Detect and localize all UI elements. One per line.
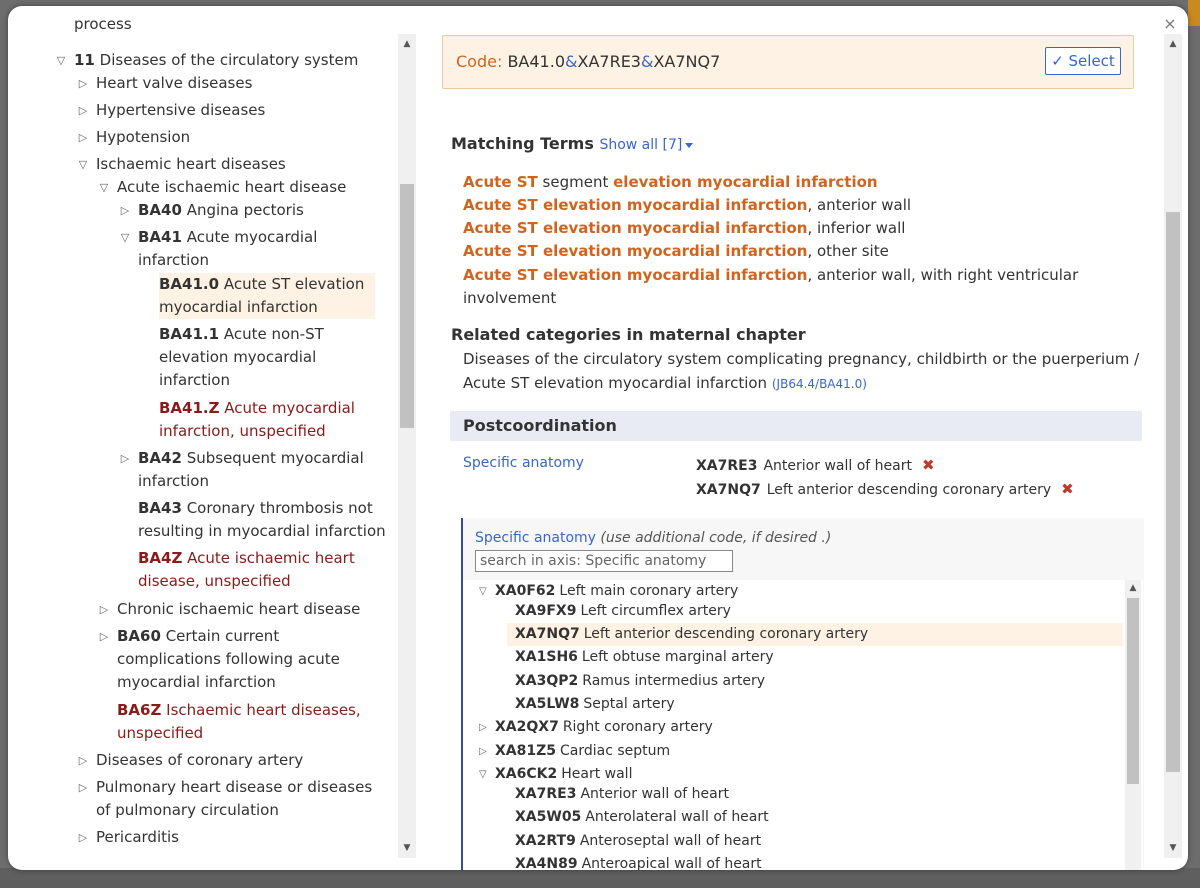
tree-item[interactable]: ▷ Heart valve diseases bbox=[96, 72, 252, 95]
matching-term: Acute ST elevation myocardial infarction, anterior wall, with right ventricular involvement bbox=[463, 266, 1079, 307]
related-line: Diseases of the circulatory system complicating pregnancy, childbirth or the puerperium / bbox=[463, 350, 1140, 368]
tree-item[interactable]: ▷ BA60 Certain current complications following acute myocardial infarction bbox=[117, 625, 340, 694]
matching-term: Acute ST elevation myocardial infarction, other site bbox=[463, 242, 889, 260]
matching-term: Acute ST elevation myocardial infarction, inferior wall bbox=[463, 219, 906, 237]
selected-value: XA7NQ7 Left anterior descending coronary artery ✖ bbox=[696, 480, 1074, 498]
axis-panel bbox=[461, 518, 1144, 870]
triangle-right-icon[interactable]: ▷ bbox=[479, 746, 487, 757]
tree-item-selected[interactable]: BA41.0 Acute ST elevation myocardial infarction bbox=[159, 273, 375, 319]
tree-item-residual[interactable]: BA4Z Acute ischaemic heart disease, unspecified bbox=[138, 549, 355, 590]
related-line: Acute ST elevation myocardial infarction (JB64.4/BA41.0) bbox=[463, 374, 867, 392]
remove-icon[interactable]: ✖ bbox=[1061, 480, 1074, 498]
scroll-down-icon[interactable]: ▼ bbox=[403, 843, 411, 853]
background-window-edge bbox=[1188, 0, 1200, 26]
triangle-right-icon[interactable]: ▷ bbox=[78, 754, 88, 767]
triangle-right-icon[interactable]: ▷ bbox=[78, 131, 88, 144]
axis-item[interactable]: XA5LW8 Septal artery bbox=[515, 696, 675, 712]
scroll-up-icon[interactable]: ▲ bbox=[1169, 39, 1177, 49]
tree-item-cut: process bbox=[74, 20, 132, 33]
tree-item[interactable]: ▽ Ischaemic heart diseases bbox=[96, 153, 286, 176]
postcoordination-header: Postcoordination bbox=[450, 411, 1142, 441]
triangle-down-icon[interactable]: ▽ bbox=[479, 769, 487, 780]
related-code-link[interactable]: (JB64.4/BA41.0) bbox=[771, 377, 867, 391]
tree-item[interactable]: ▷ BA42 Subsequent myocardial infarction bbox=[138, 447, 364, 493]
classification-tree bbox=[8, 6, 420, 870]
axis-item[interactable]: XA5W05 Anterolateral wall of heart bbox=[515, 809, 769, 825]
tree-item[interactable]: ▽ BA41 Acute myocardial infarction bbox=[138, 226, 317, 272]
triangle-right-icon[interactable]: ▷ bbox=[78, 781, 88, 794]
triangle-right-icon[interactable]: ▷ bbox=[78, 77, 88, 90]
specific-anatomy-label[interactable]: Specific anatomy bbox=[463, 455, 584, 471]
axis-item[interactable]: ▽ XA0F62 Left main coronary artery bbox=[495, 580, 738, 603]
triangle-right-icon[interactable]: ▷ bbox=[120, 204, 130, 217]
tree-item-residual[interactable]: BA41.Z Acute myocardial infarction, unspecified bbox=[159, 399, 355, 440]
remove-icon[interactable]: ✖ bbox=[921, 456, 935, 474]
triangle-right-icon[interactable]: ▷ bbox=[99, 603, 109, 616]
tree-item[interactable]: ▷ Pericarditis bbox=[96, 826, 179, 849]
axis-scrollbar[interactable] bbox=[1125, 580, 1141, 870]
backdrop bbox=[0, 868, 1200, 888]
tree-item[interactable]: ▷ BA40 Angina pectoris bbox=[138, 199, 304, 222]
code-box bbox=[442, 35, 1134, 89]
scroll-up-icon[interactable]: ▲ bbox=[403, 39, 411, 49]
coding-dialog bbox=[8, 6, 1188, 870]
scroll-up-icon[interactable]: ▲ bbox=[1129, 583, 1137, 593]
code-string: Code: BA41.0&XA7RE3&XA7NQ7 bbox=[456, 52, 721, 71]
tree-item[interactable]: ▷ Pulmonary heart disease or diseases of pulmonary circulation bbox=[96, 776, 372, 822]
close-icon[interactable]: × bbox=[1163, 14, 1177, 33]
detail-scrollbar[interactable] bbox=[1164, 34, 1182, 858]
triangle-down-icon[interactable]: ▽ bbox=[479, 586, 487, 597]
tree-item[interactable]: ▷ Hypotension bbox=[96, 126, 190, 149]
tree-item-chapter[interactable]: ▽ 11 Diseases of the circulatory system bbox=[74, 49, 358, 72]
matching-term: Acute ST elevation myocardial infarction, anterior wall bbox=[463, 196, 912, 214]
triangle-right-icon[interactable]: ▷ bbox=[99, 630, 109, 643]
select-button[interactable]: ✓ Select bbox=[1045, 47, 1121, 75]
triangle-down-icon[interactable]: ▽ bbox=[78, 158, 88, 171]
axis-item[interactable]: ▷ XA81Z5 Cardiac septum bbox=[495, 740, 670, 763]
show-all-link[interactable]: Show all [7] bbox=[599, 137, 693, 153]
triangle-down-icon[interactable]: ▽ bbox=[56, 54, 66, 67]
scroll-down-icon[interactable]: ▼ bbox=[1169, 843, 1177, 853]
axis-item[interactable]: XA9FX9 Left circumflex artery bbox=[515, 603, 731, 619]
tree-item[interactable]: BA43 Coronary thrombosis not resulting in myocardial infarction bbox=[138, 499, 386, 540]
tree-item[interactable]: ▽ Acute ischaemic heart disease bbox=[117, 176, 346, 199]
axis-search-input[interactable] bbox=[475, 550, 733, 572]
selected-value: XA7RE3 Anterior wall of heart ✖ bbox=[696, 456, 935, 474]
tree-item[interactable]: ▷ Hypertensive diseases bbox=[96, 99, 265, 122]
scrollbar-thumb[interactable] bbox=[1166, 212, 1180, 772]
triangle-right-icon[interactable]: ▷ bbox=[78, 831, 88, 844]
triangle-down-icon[interactable]: ▽ bbox=[99, 181, 109, 194]
scrollbar-thumb[interactable] bbox=[400, 184, 414, 428]
triangle-right-icon[interactable]: ▷ bbox=[479, 722, 487, 733]
axis-item[interactable]: XA4N89 Anteroapical wall of heart bbox=[515, 856, 762, 870]
axis-item-selected[interactable]: XA7NQ7 Left anterior descending coronary artery bbox=[507, 623, 1123, 646]
axis-item[interactable]: XA2RT9 Anteroseptal wall of heart bbox=[515, 833, 762, 849]
tree-item[interactable]: ▷ Chronic ischaemic heart disease bbox=[117, 598, 360, 621]
axis-item[interactable]: XA3QP2 Ramus intermedius artery bbox=[515, 673, 766, 689]
matching-terms-heading: Matching Terms Show all [7] bbox=[451, 134, 693, 153]
triangle-right-icon[interactable]: ▷ bbox=[78, 104, 88, 117]
axis-item[interactable]: XA7RE3 Anterior wall of heart bbox=[515, 786, 729, 802]
caret-down-icon bbox=[685, 143, 693, 148]
matching-term: Acute ST segment elevation myocardial infarction bbox=[463, 173, 878, 191]
axis-item[interactable]: ▽ XA6CK2 Heart wall bbox=[495, 763, 632, 786]
tree-scrollbar[interactable] bbox=[398, 34, 416, 858]
axis-value-list bbox=[463, 580, 1143, 870]
related-heading: Related categories in maternal chapter bbox=[451, 325, 806, 344]
detail-pane bbox=[428, 6, 1188, 870]
triangle-right-icon[interactable]: ▷ bbox=[120, 452, 130, 465]
tree-item[interactable]: ▷ Diseases of coronary artery bbox=[96, 749, 303, 772]
tree-item-residual[interactable]: BA6Z Ischaemic heart diseases, unspecified bbox=[117, 701, 361, 742]
tree-item[interactable]: BA41.1 Acute non-ST elevation myocardial infarction bbox=[159, 325, 324, 389]
axis-item[interactable]: ▷ XA2QX7 Right coronary artery bbox=[495, 716, 713, 739]
axis-item[interactable]: XA1SH6 Left obtuse marginal artery bbox=[515, 649, 774, 665]
scrollbar-thumb[interactable] bbox=[1127, 598, 1139, 784]
triangle-down-icon[interactable]: ▽ bbox=[120, 231, 130, 244]
axis-title: Specific anatomy (use additional code, if desired .) bbox=[475, 530, 832, 546]
